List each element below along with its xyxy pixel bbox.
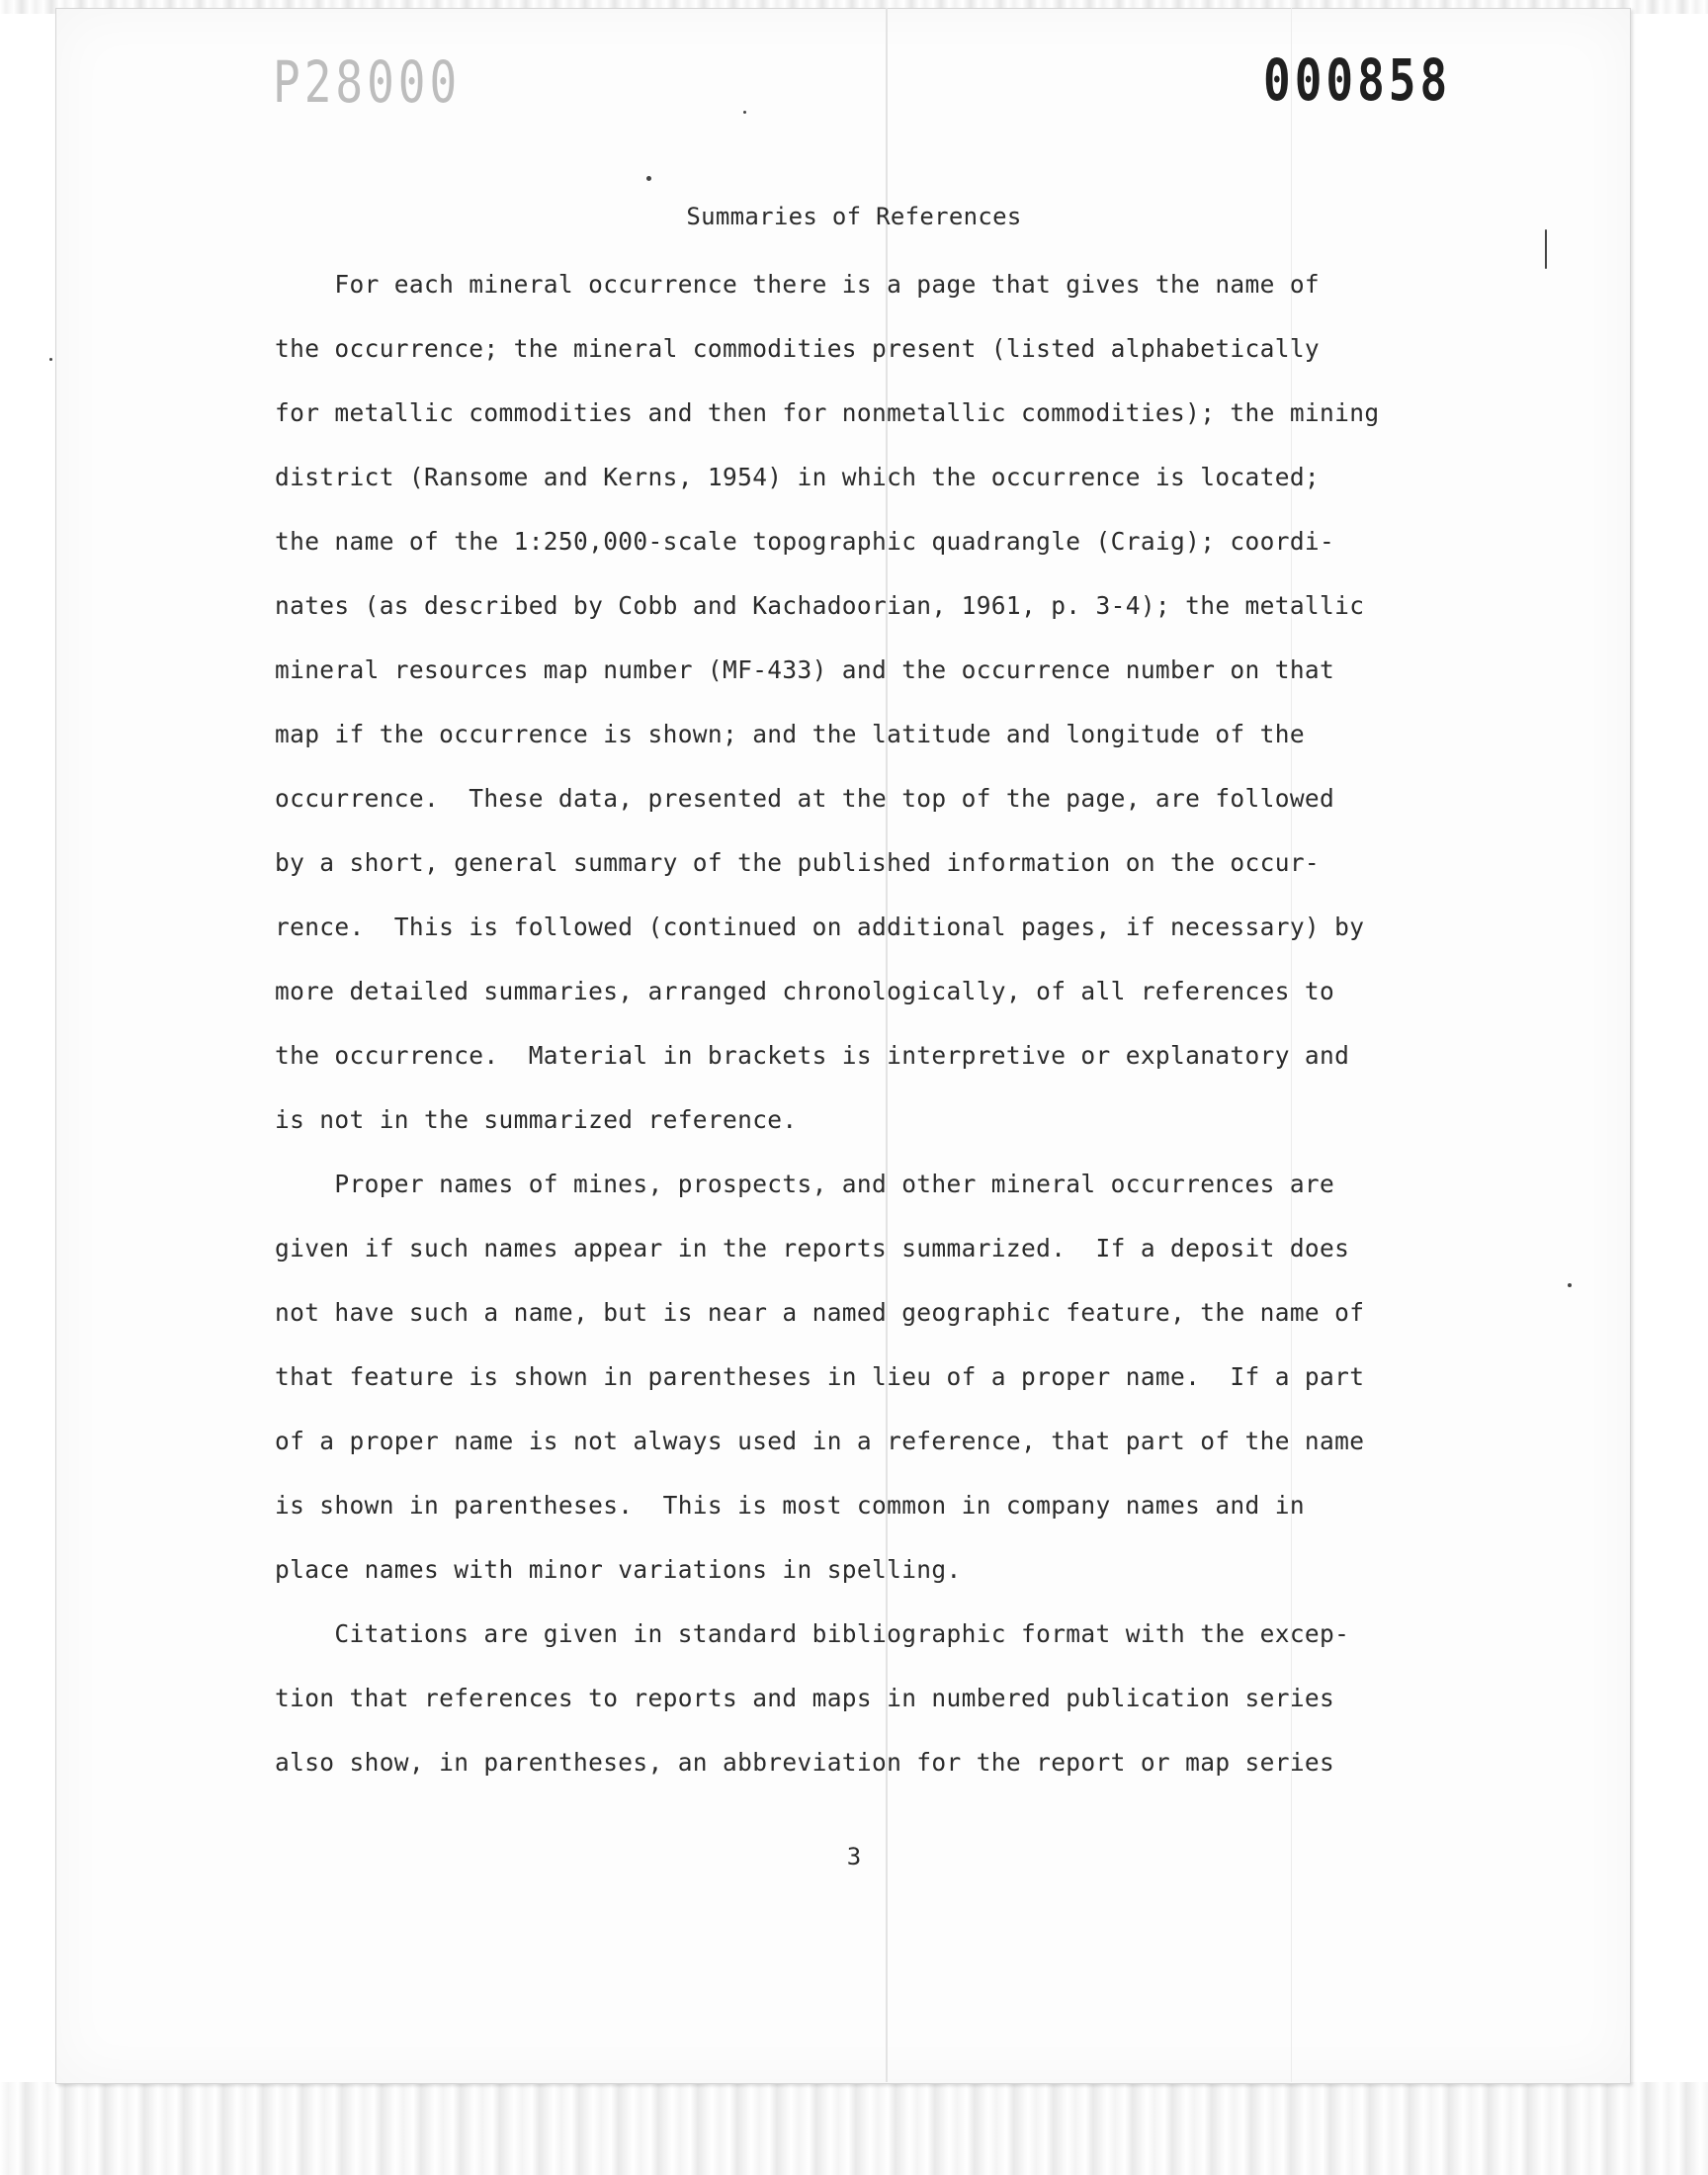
text-line: given if such names appear in the reports summarized. If a deposit does <box>275 1234 1350 1262</box>
paragraph-3 <box>275 1602 1471 1794</box>
paragraph-1 <box>275 252 1471 1152</box>
text-line: tion that references to reports and maps in numbered publication series <box>275 1684 1335 1712</box>
text-line: occurrence. These data, presented at the top of the page, are followed <box>275 784 1335 813</box>
text-line: Proper names of mines, prospects, and other mineral occurrences are <box>275 1170 1335 1198</box>
text-line: is shown in parentheses. This is most common in company names and in <box>275 1491 1305 1520</box>
text-line: is not in the summarized reference. <box>275 1105 798 1134</box>
paragraph-2 <box>275 1152 1471 1602</box>
text-line: for metallic commodities and then for nonmetallic commodities); the mining <box>275 398 1380 427</box>
scan-speck <box>1568 1283 1572 1287</box>
text-line: by a short, general summary of the published information on the occur- <box>275 848 1321 877</box>
text-line: the name of the 1:250,000-scale topographic quadrangle (Craig); coordi- <box>275 527 1335 556</box>
text-line: place names with minor variations in spelling. <box>275 1555 962 1584</box>
text-line: not have such a name, but is near a named geographic feature, the name of <box>275 1298 1365 1327</box>
scan-speck <box>646 176 651 181</box>
text-line: Citations are given in standard bibliographic format with the excep- <box>275 1619 1350 1648</box>
text-line: For each mineral occurrence there is a page that gives the name of <box>275 270 1321 299</box>
document-title: Summaries of References <box>686 203 1022 230</box>
text-line: rence. This is followed (continued on additional pages, if necessary) by <box>275 913 1365 941</box>
archive-stamp-right: 000858 <box>1263 46 1452 114</box>
text-line: mineral resources map number (MF-433) and the occurrence number on that <box>275 655 1335 684</box>
archive-stamp-left: P28000 <box>273 48 462 116</box>
text-line: of a proper name is not always used in a reference, that part of the name <box>275 1427 1365 1455</box>
text-line: the occurrence. Material in brackets is interpretive or explanatory and <box>275 1041 1350 1070</box>
scan-artifact-bottom <box>0 2082 1708 2175</box>
text-line: nates (as described by Cobb and Kachadoorian, 1961, p. 3-4); the metallic <box>275 591 1365 620</box>
scan-mark <box>1545 229 1547 269</box>
text-line: map if the occurrence is shown; and the latitude and longitude of the <box>275 720 1305 748</box>
text-line: also show, in parentheses, an abbreviation for the report or map series <box>275 1748 1335 1777</box>
text-line: district (Ransome and Kerns, 1954) in which the occurrence is located; <box>275 463 1321 491</box>
text-line: more detailed summaries, arranged chronologically, of all references to <box>275 977 1335 1005</box>
scan-speck <box>743 111 746 114</box>
page-number: 3 <box>846 1843 862 1870</box>
text-line: the occurrence; the mineral commodities present (listed alphabetically <box>275 334 1321 363</box>
scan-speck <box>49 358 52 361</box>
text-line: that feature is shown in parentheses in lieu of a proper name. If a part <box>275 1362 1365 1391</box>
